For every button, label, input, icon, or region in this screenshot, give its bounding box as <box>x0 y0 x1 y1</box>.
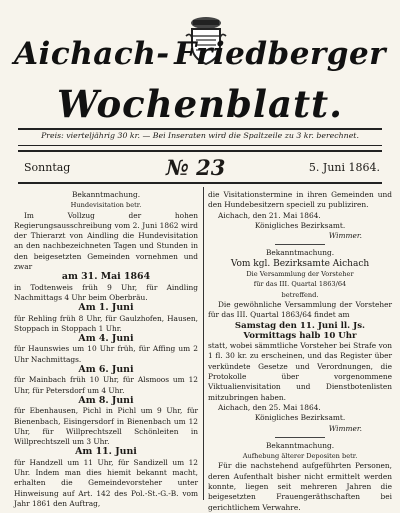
notice2-sign-name: Wimmer. <box>328 423 362 433</box>
visit-text-2: für Rehling früh 8 Uhr, für Gaulzhofen, Hausen, Stoppach in Stoppach 1 Uhr. <box>14 313 198 333</box>
continued-sign-office: Königliches Bezirksamt. <box>254 220 346 230</box>
issue-date: 5. Juni 1864. <box>308 161 380 174</box>
notice2-heading: Bekanntmachung. <box>265 248 335 258</box>
issue-day: Sonntag <box>24 161 71 174</box>
left-column <box>14 190 198 508</box>
top-rule <box>18 128 382 130</box>
masthead-left: Aichach- <box>14 36 170 72</box>
notice2-time: Samstag den 11. Juni ll. Js. Vormittags halb 10 Uhr <box>234 320 366 341</box>
price-line: Preis: vierteljährig 30 kr. — Bei Inseraten wird die Spaltzeile zu 3 kr. berechnet. <box>41 131 359 140</box>
masthead-subtitle: Wochenblatt. <box>56 82 344 126</box>
dateline-rule <box>18 182 382 184</box>
notice-separator <box>275 437 325 438</box>
notice2-text2: statt, wobei sämmtliche Vorsteher bei Strafe von 1 fl. 30 kr. zu erscheinen, und das Register über verkündete Gesetze und Verordnungen, die Protokolle über vorgenommene Viktualienvisitation und Dienstbotenlisten mitzubringen haben. <box>208 341 392 402</box>
notice2-sign-place: Aichach, den 25. Mai 1864. <box>218 402 321 412</box>
visit-date-4: Am 6. Juni <box>78 364 134 376</box>
visit-text-6: für Handzell um 11 Uhr, für Sandizell um 12 Uhr. Indem man dies hiemit bekannt macht, erhalten die Gemeindevorsteher unter Hinweisung auf Art. 142 des Pol.-St.-G.-B. vom Jahr 1861 den Auftrag, <box>14 457 198 508</box>
continued-sign-place: Aichach, den 21. Mai 1864. <box>218 210 321 220</box>
price-rule <box>18 145 382 146</box>
notice-subheading: Hundevisitation betr. <box>70 201 142 210</box>
visit-text-4: für Mainbach früh 10 Uhr, für Alsmoos um 12 Uhr, für Petersdorf um 4 Uhr. <box>14 375 198 395</box>
visit-date-1: am 31. Mai 1864 <box>61 271 151 283</box>
notice-intro: Im Vollzug der hohen Regierungsausschreibung vom 2. Juni 1862 wird der Thierarzt von Aindling die Hundevisitation an den nachbezeichneten Tagen und Stunden in den beigesetzten Gemeinden vornehmen und zwar <box>14 210 198 272</box>
continued-sign-name: Wimmer. <box>328 231 362 241</box>
visit-text-5: für Ebenhausen, Pichl in Pichl um 9 Uhr, für Bienenbach, Eisingersdorf in Bienenbach um 12 Uhr, für Willprechtszell Schönleiten in Willprechtszell um 3 Uhr. <box>14 406 198 447</box>
visit-date-2: Am 1. Juni <box>78 302 134 314</box>
right-column <box>208 190 392 512</box>
masthead-right: Friedberger <box>174 36 386 72</box>
visit-date-3: Am 4. Juni <box>78 333 134 345</box>
visit-text-3: für Haunswies um 10 Uhr früh, für Affing um 2 Uhr Nachmittags. <box>14 344 198 364</box>
visit-date-5: Am 8. Juni <box>78 394 134 406</box>
notice2-subject-1: Die Versammlung der Vorsteher <box>246 270 354 279</box>
notice2-subject-2: für das III. Quartal 1863/64 <box>253 280 347 289</box>
visit-date-6: Am 11. Juni <box>75 446 137 458</box>
notice-heading: Bekanntmachung. <box>71 190 141 199</box>
column-divider <box>203 187 204 500</box>
notice-separator <box>275 244 325 245</box>
notice2-text: Die gewöhnliche Versammlung der Vorsteher für das III. Quartal 1863/64 findet am <box>208 299 392 320</box>
notice3-subheading: Aufhebung älterer Depositen betr. <box>242 452 358 461</box>
price-rule-thick <box>18 150 382 152</box>
notice2-subject-3: betreffend. <box>281 290 319 299</box>
notice2-sign-office: Königliches Bezirksamt. <box>254 413 346 423</box>
notice2-from: Vom kgl. Bezirksamte Aichach <box>230 258 370 269</box>
issue-number: № 23 <box>166 155 226 180</box>
notice3-text: Für die nachstehend aufgeführten Personen, deren Aufenthalt bisher nicht ermittelt werden konnte, liegen seit mehreren Jahren die beigesetzten Frauengeräthschaften bei gerichtlichem Verwahre. <box>208 461 392 512</box>
continued-text: die Visitationstermine in ihren Gemeinden und den Hundebesitzern speciell zu publiziren. <box>208 190 392 210</box>
visit-text-1: in Todtenweis früh 9 Uhr, für Aindling Nachmittags 4 Uhr beim Oberbräu. <box>14 282 198 302</box>
masthead-row <box>14 34 386 74</box>
notice3-heading: Bekanntmachung. <box>265 440 335 450</box>
dateline <box>18 157 382 179</box>
